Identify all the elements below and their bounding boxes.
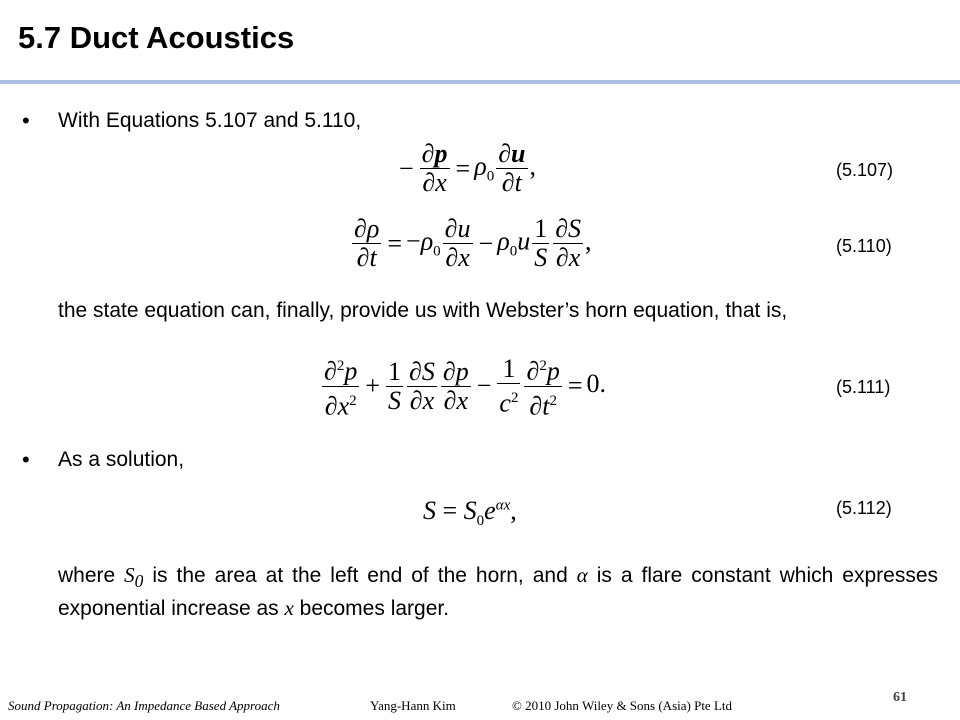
solution-text: As a solution, [58, 448, 185, 471]
equation-label-5-107: (5.107) [836, 160, 894, 180]
equation-label-5-111: (5.111) [836, 377, 891, 397]
equation-5-112: $S = S_0e^{\alpha x}$, [423, 496, 517, 530]
slide-title: 5.7 Duct Acoustics [18, 20, 295, 55]
x-symbol: x [284, 596, 294, 621]
where-text: where $S_0$ is the area at the left end of the horn, and α is a flare constant which expresses exponential increase as x becomes larger. [58, 563, 938, 621]
equation-label-5-112: (5.112) [836, 498, 892, 518]
bullet-2: • [22, 447, 30, 472]
equation-label-5-110: (5.110) [836, 236, 892, 256]
alpha-symbol: α [576, 563, 588, 587]
bullet-1: • [22, 108, 30, 133]
s0-symbol: S [124, 563, 135, 587]
page-number: 61 [893, 690, 907, 705]
equation-5-110: $\frac{\partial\rho}{\partial t}$ = $-\rho_0$ $\frac{\partial u}{\partial x}$ − $\rho_0u$ $\frac{1}{S}$ $\frac{\partial S}{\partial x}$ , [354, 214, 592, 272]
equation-5-111: $\frac{\partial^2p}{\partial x^2}$ + $\frac{1}{S}$ $\frac{\partial S}{\partial x}$ $\frac{\partial p}{\partial x}$ − $\frac{1}{c^2}$ $\frac{\partial^2p}{\partial t^2}$ = 0. [324, 353, 606, 421]
state-equation-text: the state equation can, finally, provide us with Webster’s horn equation, that is, [58, 299, 788, 322]
footer-book-title: Sound Propagation: An Impedance Based Approach [8, 698, 280, 713]
equation-5-107: − $\frac{\partial p}{\partial x}$ = $\rho_0$ $\frac{\partial u}{\partial t}$ , [399, 139, 537, 197]
title-underline [0, 80, 960, 84]
intro-text: With Equations 5.107 and 5.110, [58, 109, 362, 132]
footer-author: Yang-Hann Kim [370, 698, 456, 713]
footer-copyright: © 2010 John Wiley & Sons (Asia) Pte Ltd [512, 698, 732, 713]
